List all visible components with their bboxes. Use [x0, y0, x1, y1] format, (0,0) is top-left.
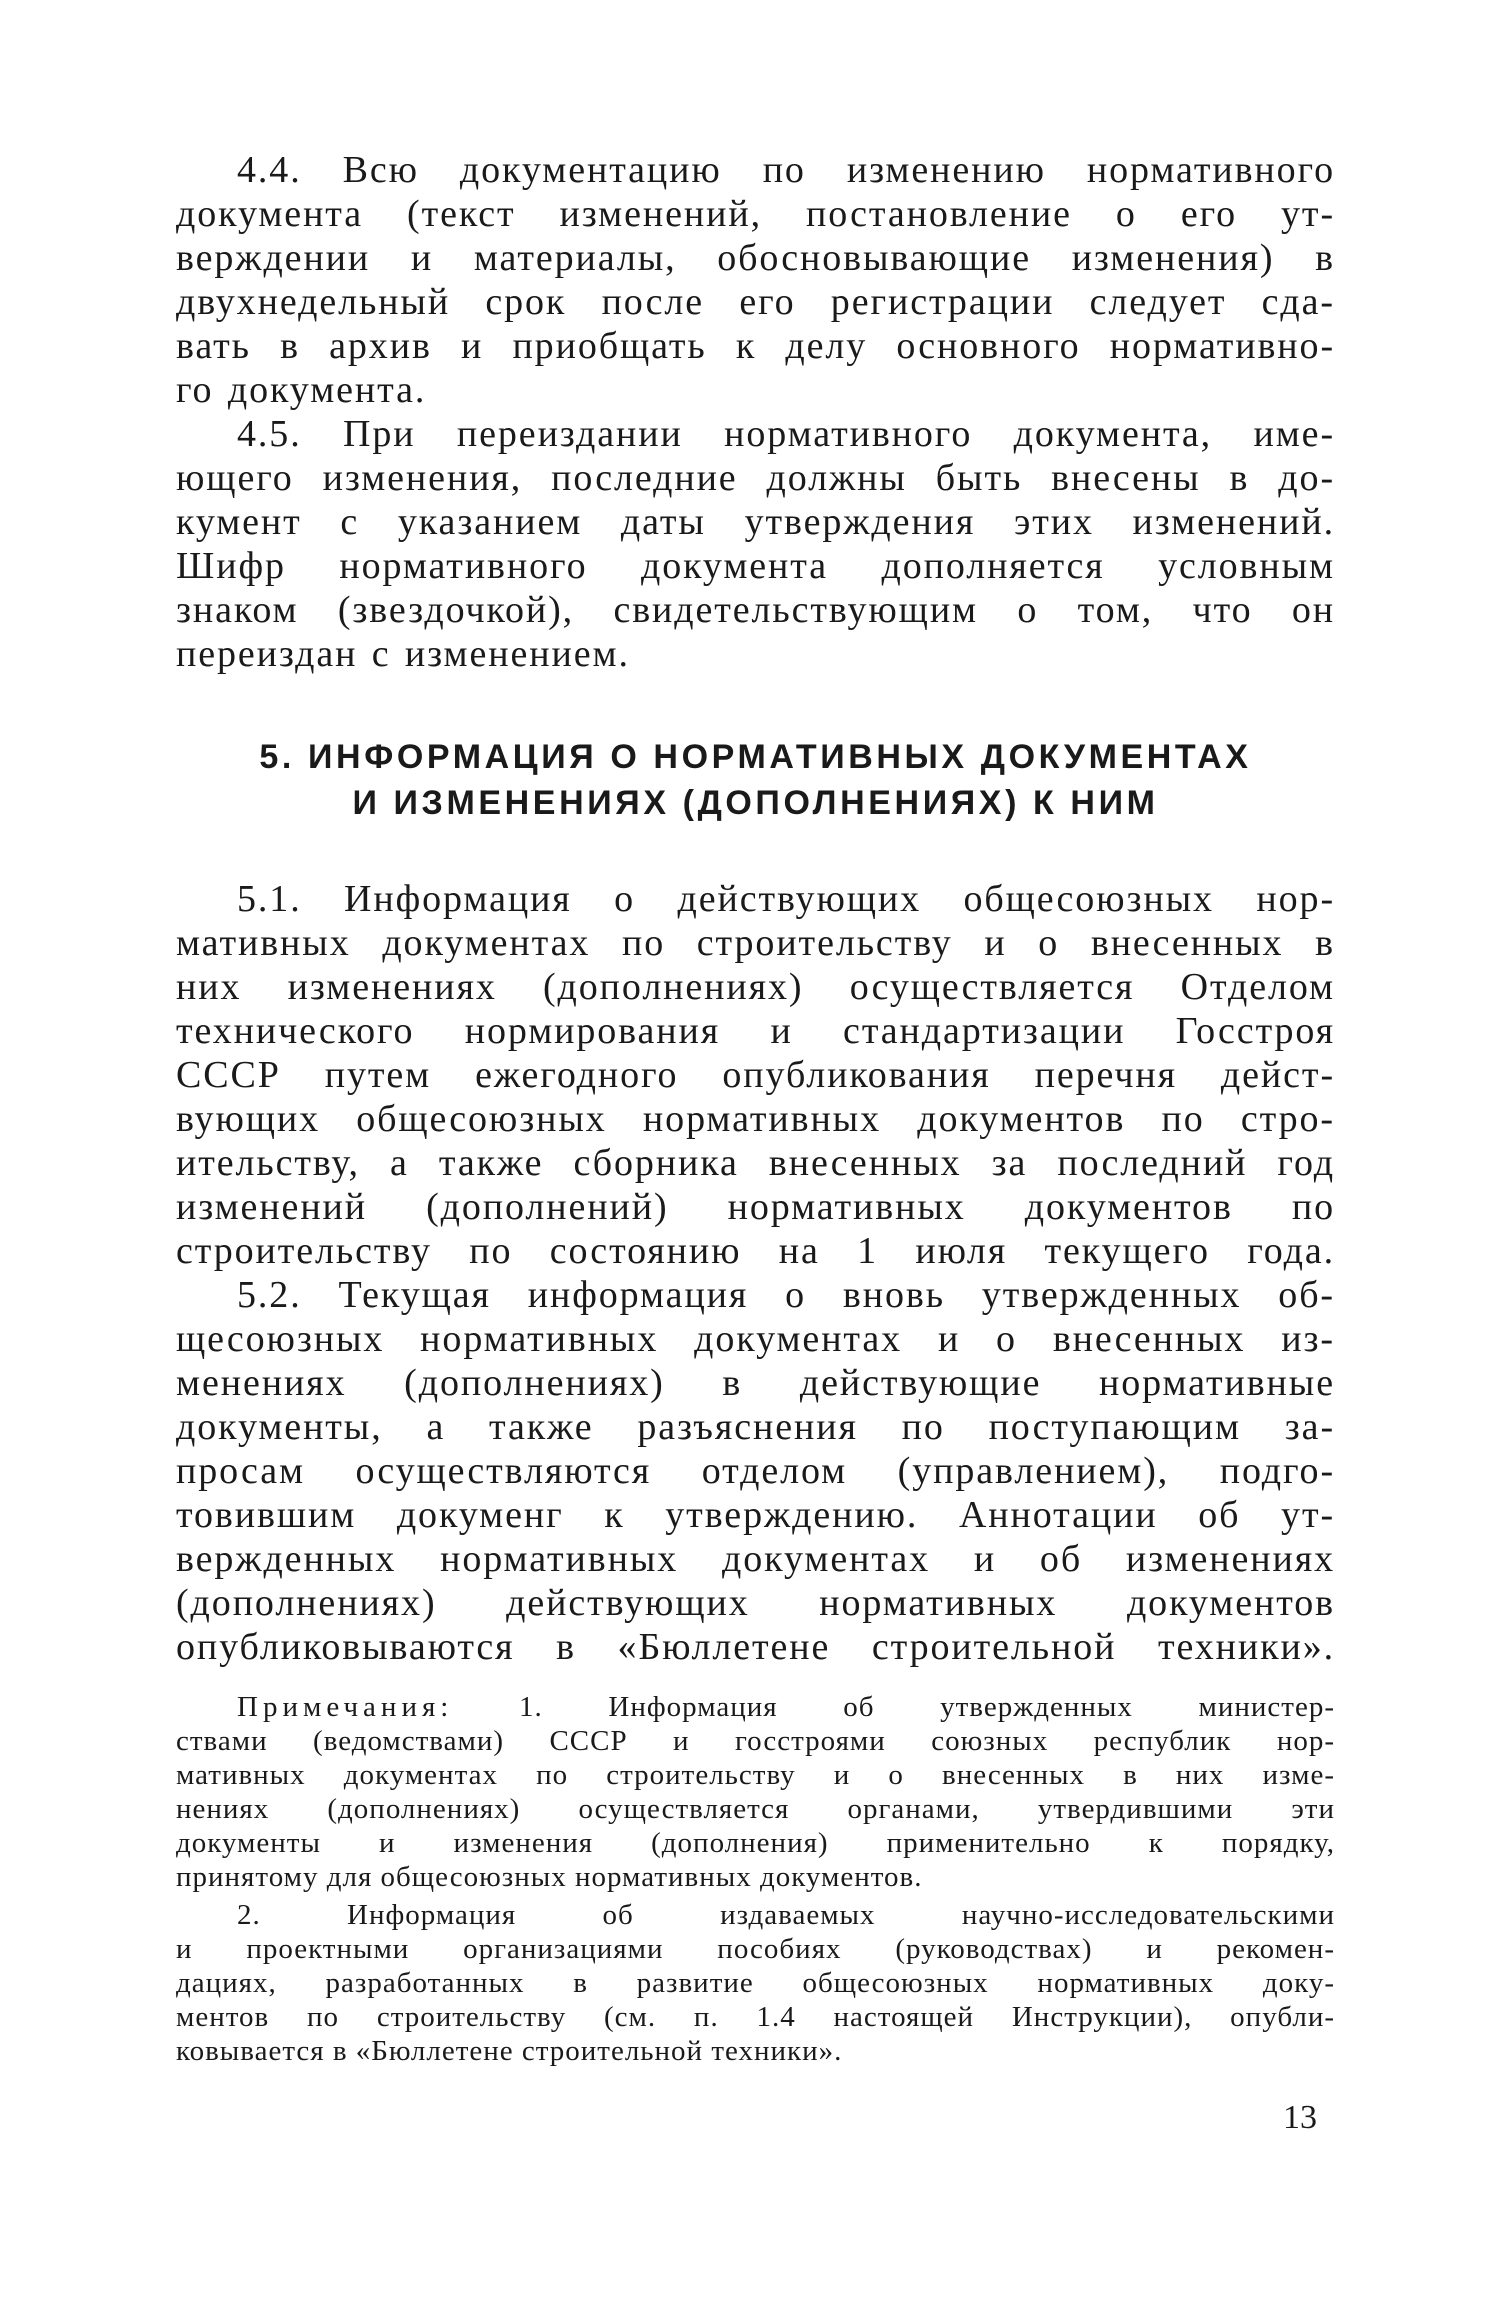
note-first-line: [237, 1690, 1335, 1724]
paragraph-line: изменений (дополнений) нормативных документов по: [176, 1186, 1335, 1228]
heading-line: 5. ИНФОРМАЦИЯ О НОРМАТИВНЫХ ДОКУМЕНТАХ: [259, 738, 1252, 776]
paragraph-line: ительству, а также сборника внесенных за последний год: [176, 1142, 1335, 1184]
notes-label: Примечания:: [237, 1691, 454, 1723]
paragraph-line: (дополнениях) действующих нормативных документов: [176, 1582, 1335, 1624]
note-line: документы и изменения (дополнения) применительно к порядку,: [176, 1827, 1335, 1859]
paragraph-line: опубликовываются в «Бюллетене строительной техники».: [176, 1626, 1335, 1668]
paragraph-line: вующих общесоюзных нормативных документов по стро-: [176, 1098, 1335, 1140]
note-line: мативных документах по строительству и о внесенных в них изме-: [176, 1759, 1335, 1791]
paragraph-line: знаком (звездочкой), свидетельствующим о том, что он: [176, 589, 1335, 631]
paragraph-line: двухнедельный срок после его регистрации следует сда-: [176, 281, 1335, 323]
paragraph-line: 4.4. Всю документацию по изменению нормативного: [237, 149, 1335, 191]
note-line: 2. Информация об издаваемых научно-исследовательскими: [237, 1899, 1335, 1931]
paragraph-line: технического нормирования и стандартизации Госстроя: [176, 1010, 1335, 1052]
paragraph-line: них изменениях (дополнениях) осуществляется Отделом: [176, 966, 1335, 1008]
paragraph-line: вать в архив и приобщать к делу основного нормативно-: [176, 325, 1335, 367]
paragraph-line: 5.1. Информация о действующих общесоюзных нор-: [237, 878, 1335, 920]
paragraph-line: документы, а также разъяснения по поступающим за-: [176, 1406, 1335, 1448]
paragraph-line: 4.5. При переиздании нормативного документа, име-: [237, 413, 1335, 455]
page-number: 13: [1283, 2099, 1317, 2136]
note-line: ковывается в «Бюллетене строительной техники».: [176, 2035, 843, 2067]
paragraph-line: переиздан с изменением.: [176, 633, 630, 675]
note-line: ствами (ведомствами) СССР и госстроями союзных республик нор-: [176, 1725, 1335, 1757]
paragraph-line: Шифр нормативного документа дополняется условным: [176, 545, 1335, 587]
note-line: дациях, разработанных в развитие общесоюзных нормативных доку-: [176, 1967, 1335, 1999]
note-line: нениях (дополнениях) осуществляется органами, утвердившими эти: [176, 1793, 1335, 1825]
heading-line: И ИЗМЕНЕНИЯХ (ДОПОЛНЕНИЯХ) К НИМ: [352, 784, 1159, 822]
note-1-start: 1. Информация об утвержденных министер-: [519, 1691, 1335, 1723]
note-line: ментов по строительству (см. п. 1.4 настоящей Инструкции), опубли-: [176, 2001, 1335, 2033]
paragraph-line: верждении и материалы, обосновывающие изменения) в: [176, 237, 1335, 279]
paragraph-line: 5.2. Текущая информация о вновь утвержденных об-: [237, 1274, 1335, 1316]
paragraph-line: просам осуществляются отделом (управлением), подго-: [176, 1450, 1335, 1492]
paragraph-line: документа (текст изменений, постановление о его ут-: [176, 193, 1335, 235]
paragraph-line: менениях (дополнениях) в действующие нормативные: [176, 1362, 1335, 1404]
note-line: и проектными организациями пособиях (руководствах) и рекомен-: [176, 1933, 1335, 1965]
paragraph-line: го документа.: [176, 369, 427, 411]
paragraph-line: строительству по состоянию на 1 июля текущего года.: [176, 1230, 1335, 1272]
paragraph-line: товившим докуменг к утверждению. Аннотации об ут-: [176, 1494, 1335, 1536]
paragraph-line: щесоюзных нормативных документах и о внесенных из-: [176, 1318, 1335, 1360]
paragraph-line: СССР путем ежегодного опубликования перечня дейст-: [176, 1054, 1335, 1096]
paragraph-line: вержденных нормативных документах и об изменениях: [176, 1538, 1335, 1580]
paragraph-line: мативных документах по строительству и о внесенных в: [176, 922, 1335, 964]
note-line: принятому для общесоюзных нормативных документов.: [176, 1861, 923, 1893]
paragraph-line: ющего изменения, последние должны быть внесены в до-: [176, 457, 1335, 499]
paragraph-line: кумент с указанием даты утверждения этих изменений.: [176, 501, 1335, 543]
